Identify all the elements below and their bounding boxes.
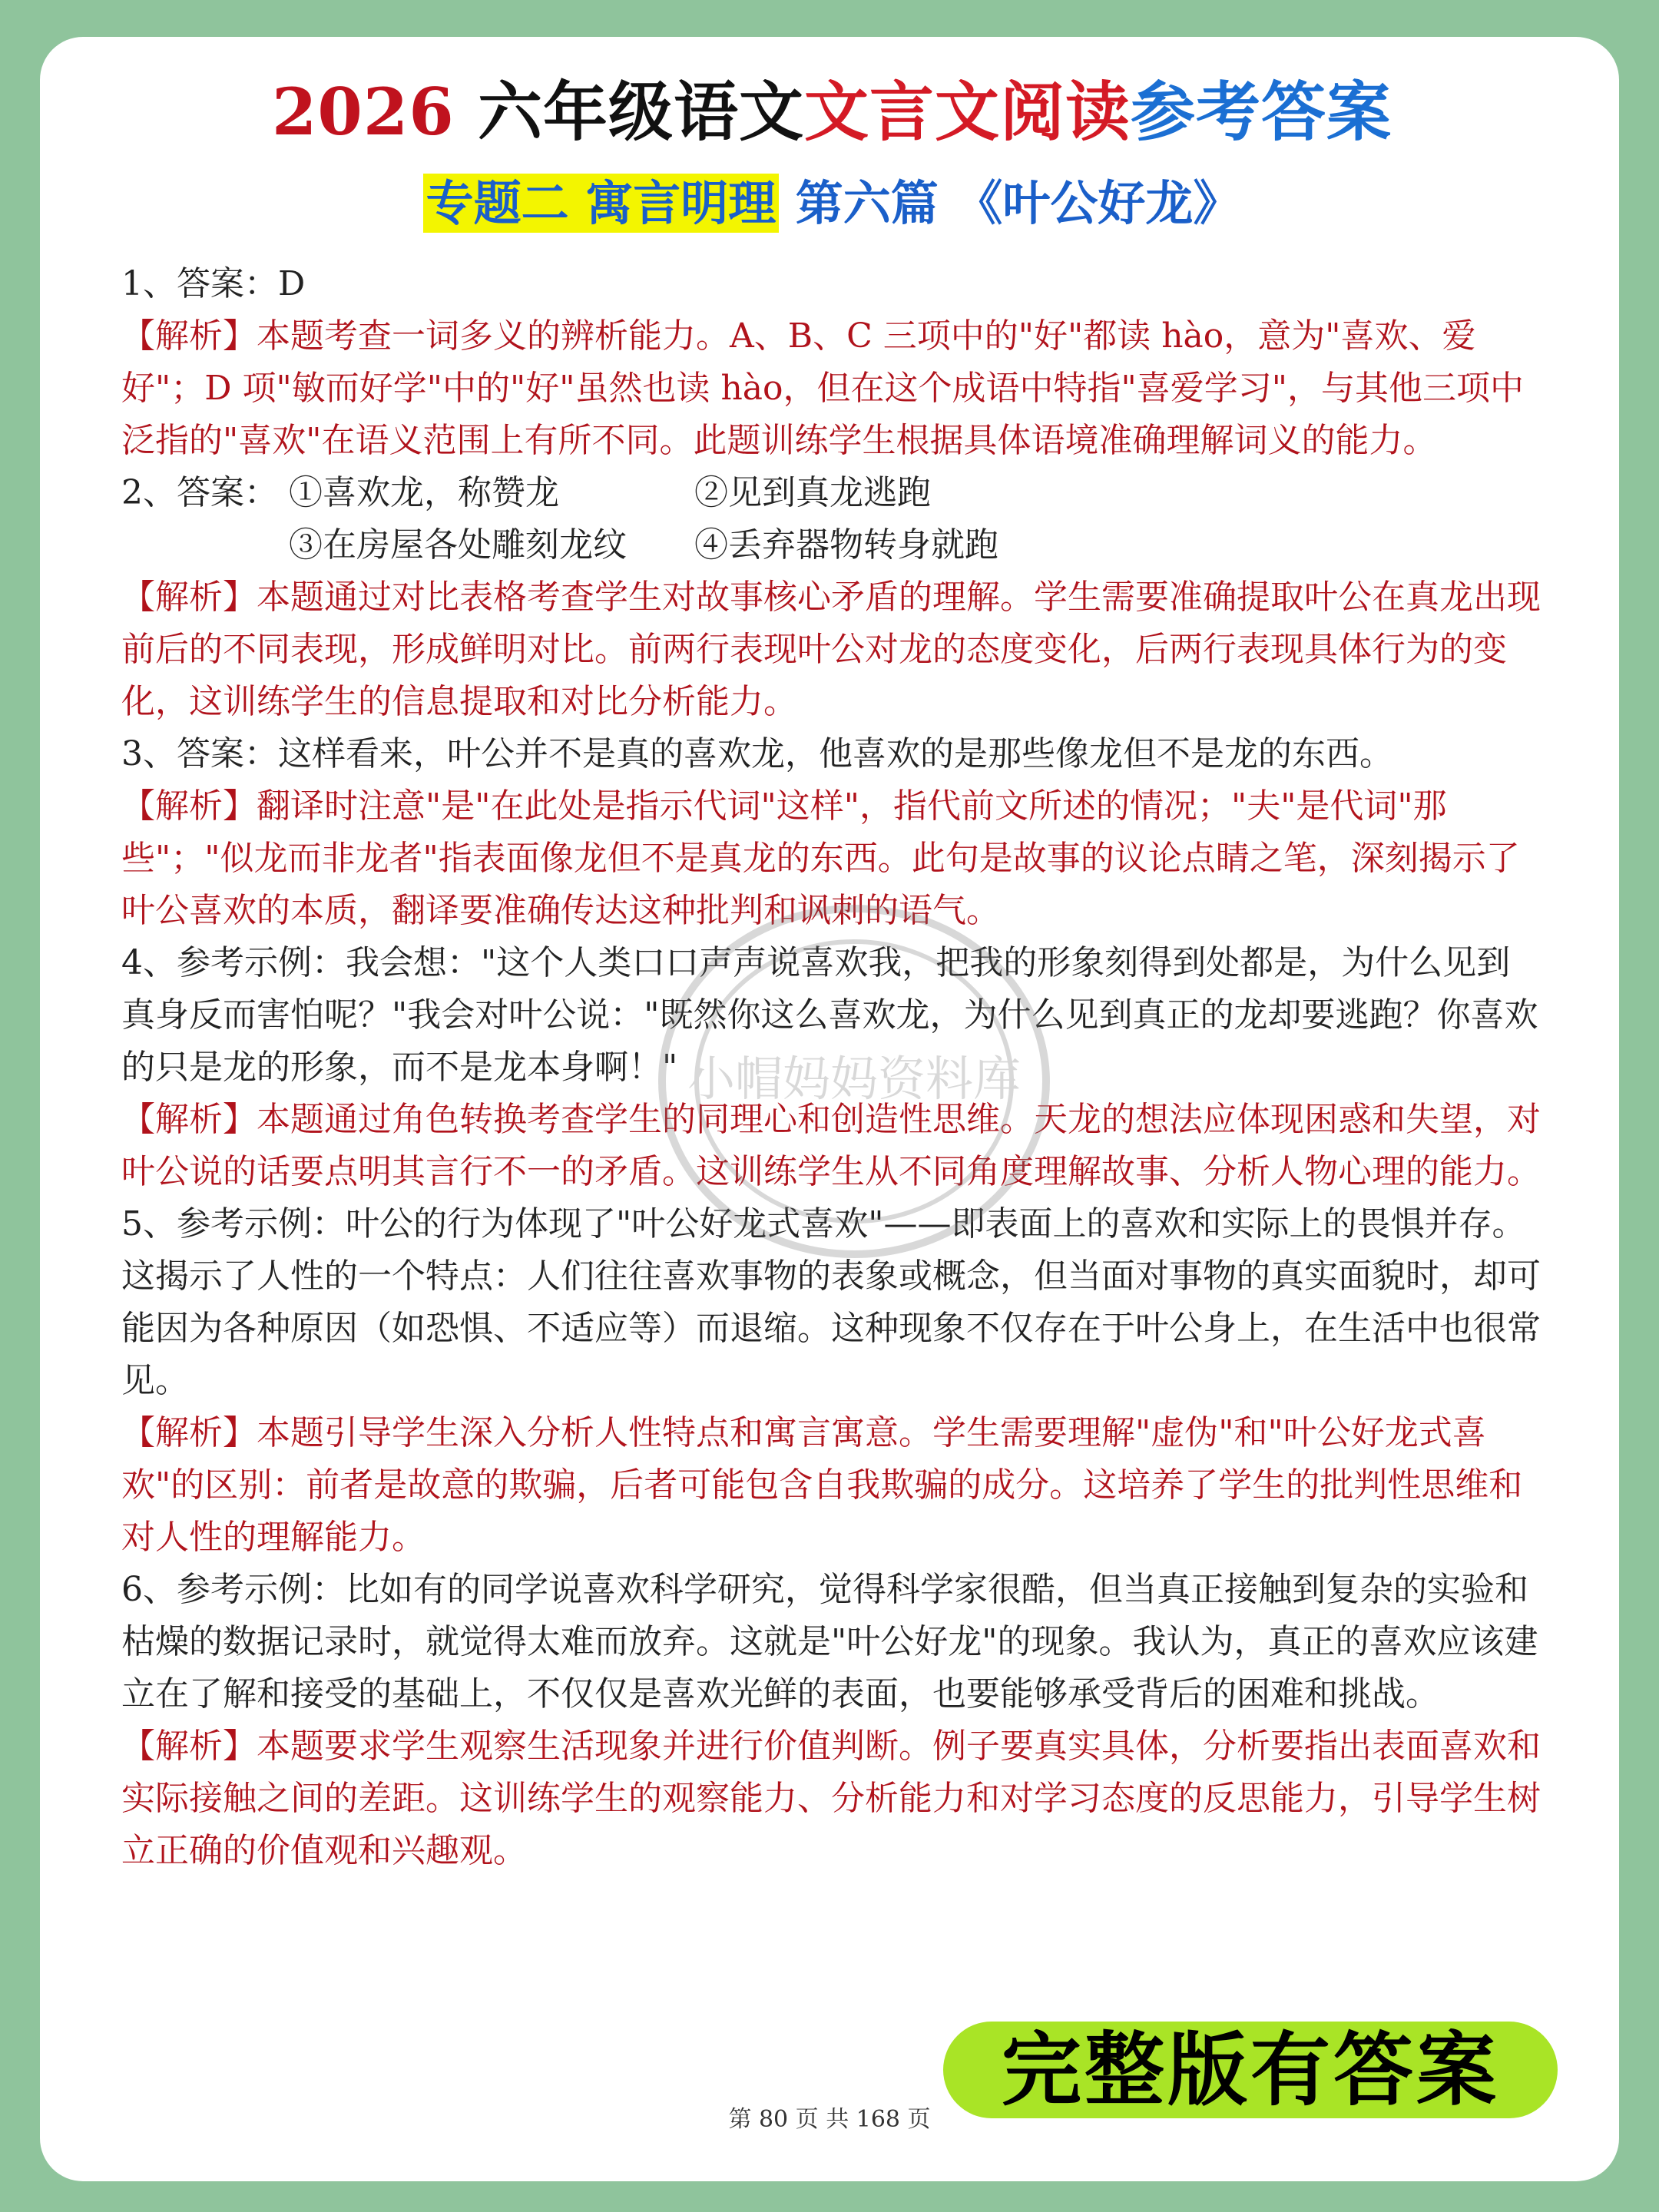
explanation-tag: 【解析】 — [121, 1413, 257, 1452]
q2-item2: ②见到真龙逃跑 — [694, 473, 931, 512]
q4-answer: 4、参考示例：我会想："这个人类口口声声说喜欢我，把我的形象刻得到处都是，为什么见到真身反而害怕呢？"我会对叶公说："既然你这么喜欢龙，为什么见到真正的龙却要逃跑？你喜欢的只是龙的形象，而不是龙本身啊！" — [121, 943, 1538, 1087]
q2-item3: ③在房屋各处雕刻龙纹 — [289, 525, 627, 565]
answer-content — [121, 258, 1542, 1877]
watermark-text: 小帽妈妈资料库 — [687, 1051, 1022, 1107]
q5-explanation — [121, 1407, 1542, 1564]
q2-explanation-text: 本题通过对比表格考查学生对故事核心矛盾的理解。学生需要准确提取叶公在真龙出现前后的不同表现，形成鲜明对比。前两行表现叶公对龙的态度变化，后两行表现具体行为的变化，这训练学生的信息提取和对比分析能力。 — [121, 578, 1541, 721]
q6-explanation-text: 本题要求学生观察生活现象并进行价值判断。例子要真实具体，分析要指出表面喜欢和实际接触之间的差距。这训练学生的观察能力、分析能力和对学习态度的反思能力，引导学生树立正确的价值观和兴趣观。 — [121, 1727, 1541, 1870]
q1-explanation — [121, 310, 1542, 467]
q6-explanation — [121, 1720, 1542, 1877]
title-grade: 六年级语文 — [478, 74, 805, 150]
q3-answer: 3、答案：这样看来，叶公并不是真的喜欢龙，他喜欢的是那些像龙但不是龙的东西。 — [121, 734, 1393, 773]
q2-answer-row2 — [121, 519, 1542, 571]
q5-explanation-text: 本题引导学生深入分析人性特点和寓言寓意。学生需要理解"虚伪"和"叶公好龙式喜欢"的区别：前者是故意的欺骗，后者可能包含自我欺骗的成分。这培养了学生的批判性思维和对人性的理解能力。 — [121, 1413, 1523, 1557]
q2-item4: ④丢弃器物转身就跑 — [694, 525, 998, 565]
q4-explanation-text: 本题通过角色转换考查学生的同理心和创造性思维。天龙的想法应体现困惑和失望，对叶公说的话要点明其言行不一的矛盾。这训练学生从不同角度理解故事、分析人物心理的能力。 — [121, 1100, 1541, 1191]
full-version-badge: 完整版有答案 — [943, 2022, 1558, 2118]
q4-explanation — [121, 1094, 1542, 1198]
explanation-tag: 【解析】 — [121, 578, 257, 617]
explanation-tag: 【解析】 — [121, 1727, 257, 1766]
page-title — [121, 72, 1542, 152]
explanation-tag: 【解析】 — [121, 786, 257, 826]
q3-explanation — [121, 780, 1542, 937]
q2-prefix: 2、答案： — [121, 473, 278, 512]
q5-answer: 5、参考示例：叶公的行为体现了"叶公好龙式喜欢"——即表面上的喜欢和实际上的畏惧并存。这揭示了人性的一个特点：人们往往喜欢事物的表象或概念，但当面对事物的真实面貌时，却可能因为各种原因（如恐惧、不适应等）而退缩。这种现象不仅存在于叶公身上，在生活中也很常见。 — [121, 1204, 1541, 1400]
page-subtitle — [121, 171, 1542, 237]
q2-explanation — [121, 571, 1542, 728]
q3-explanation-text: 翻译时注意"是"在此处是指示代词"这样"，指代前文所述的情况；"夫"是代词"那些"；"似龙而非龙者"指表面像龙但不是真龙的东西。此句是故事的议论点睛之笔，深刻揭示了叶公喜欢的本质，翻译要准确传达这种批判和讽刺的语气。 — [121, 786, 1520, 930]
title-year: 2026 — [271, 74, 478, 150]
explanation-tag: 【解析】 — [121, 1100, 257, 1139]
q1-answer: 1、答案：D — [121, 264, 306, 303]
page-number: 第 80 页 共 168 页 — [728, 2106, 931, 2133]
q2-answer-row1 — [121, 467, 1542, 519]
q2-item1: ①喜欢龙，称赞龙 — [289, 473, 559, 512]
answer-sheet-page — [40, 37, 1619, 2181]
title-answers: 参考答案 — [1131, 74, 1392, 150]
title-topic: 文言文阅读 — [804, 74, 1131, 150]
explanation-tag: 【解析】 — [121, 316, 257, 356]
subtitle-unit: 专题二 寓言明理 — [423, 174, 780, 233]
q1-explanation-text: 本题考查一词多义的辨析能力。A、B、C 三项中的"好"都读 hào，意为"喜欢、爱好"；D 项"敏而好学"中的"好"虽然也读 hào，但在这个成语中特指"喜爱学习"，与其他三项中泛指的"喜欢"在语义范围上有所不同。此题训练学生根据具体语境准确理解词义的能力。 — [121, 316, 1524, 460]
subtitle-chapter: 第六篇 《叶公好龙》 — [779, 175, 1241, 231]
q6-answer: 6、参考示例：比如有的同学说喜欢科学研究，觉得科学家很酷，但当真正接触到复杂的实验和枯燥的数据记录时，就觉得太难而放弃。这就是"叶公好龙"的现象。我认为，真正的喜欢应该建立在了解和接受的基础上，不仅仅是喜欢光鲜的表面，也要能够承受背后的困难和挑战。 — [121, 1570, 1538, 1714]
